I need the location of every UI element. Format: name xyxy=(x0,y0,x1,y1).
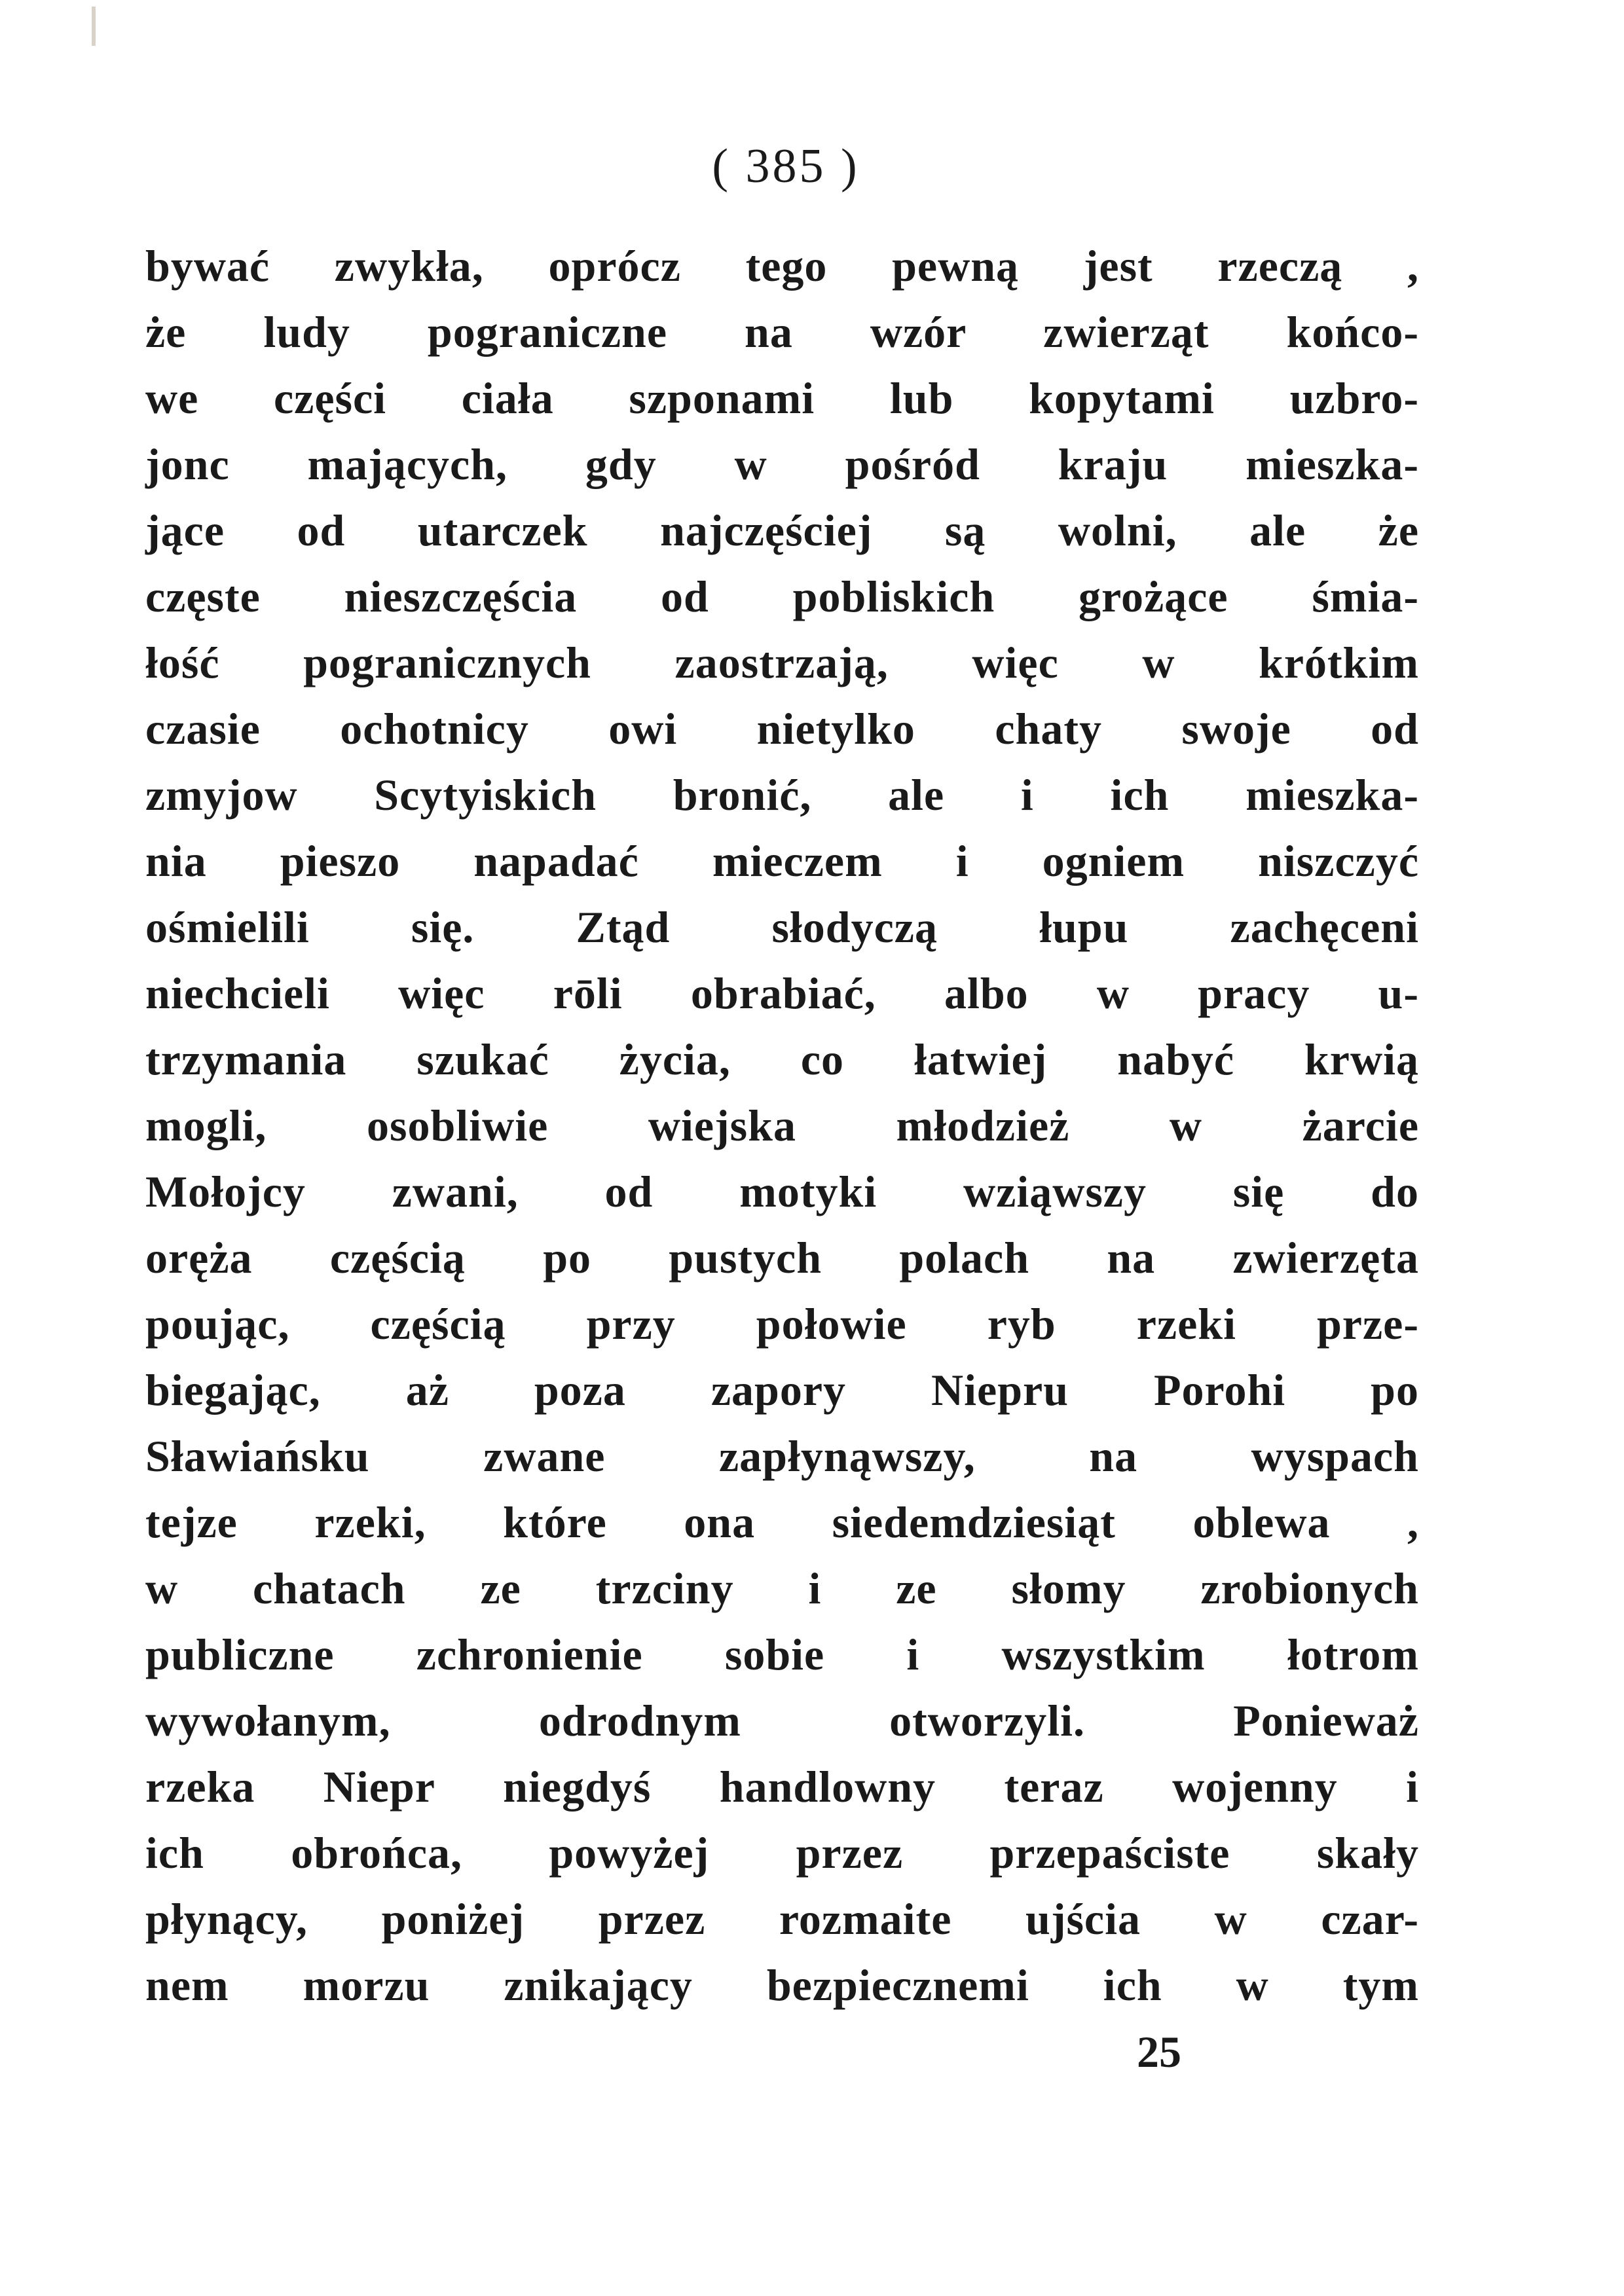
text-line: publiczne zchronienie sobie i wszystkim łotrom xyxy=(145,1630,1419,1679)
text-line: zmyjow Scytyiskich bronić, ale i ich mieszka- xyxy=(145,770,1419,820)
text-line: nem morzu znikający bezpiecznemi ich w tym xyxy=(145,1960,1419,2010)
text-line: jonc mających, gdy w pośród kraju mieszka- xyxy=(145,439,1419,489)
text-line: mogli, osobliwie wiejska młodzież w żarcie xyxy=(145,1101,1419,1150)
page-edge-mark xyxy=(92,7,96,46)
text-line: tejze rzeki, które ona siedemdziesiąt oblewa , xyxy=(145,1497,1419,1547)
text-line: poując, częścią przy połowie ryb rzeki prze- xyxy=(145,1299,1419,1349)
text-line: płynący, poniżej przez rozmaite ujścia w czar- xyxy=(145,1894,1419,1944)
text-line: Mołojcy zwani, od motyki wziąwszy się do xyxy=(145,1167,1419,1216)
text-line: wywołanym, odrodnym otworzyli. Ponieważ xyxy=(145,1696,1419,1745)
text-line: czasie ochotnicy owi nietylko chaty swoje od xyxy=(145,704,1419,754)
text-line: ich obrońca, powyżej przez przepaściste skały xyxy=(145,1828,1419,1878)
text-line: bywać zwykła, oprócz tego pewną jest rzeczą , xyxy=(145,241,1419,291)
text-line: ośmielili się. Ztąd słodyczą łupu zachęceni xyxy=(145,902,1419,952)
text-line: częste nieszczęścia od pobliskich grożące śmia- xyxy=(145,572,1419,621)
text-line: jące od utarczek najczęściej są wolni, ale że xyxy=(145,505,1419,555)
text-line: biegając, aż poza zapory Niepru Porohi po xyxy=(145,1365,1419,1415)
text-line: że ludy pograniczne na wzór zwierząt końco- xyxy=(145,307,1419,357)
text-line: Sławiańsku zwane zapłynąwszy, na wyspach xyxy=(145,1431,1419,1481)
text-line: nia pieszo napadać mieczem i ogniem niszczyć xyxy=(145,836,1419,886)
text-line: we części ciała szponami lub kopytami uzbro- xyxy=(145,373,1419,423)
page-number: ( 385 ) xyxy=(712,139,860,193)
text-line: oręża częścią po pustych polach na zwierzęta xyxy=(145,1233,1419,1283)
text-line: trzymania szukać życia, co łatwiej nabyć krwią xyxy=(145,1034,1419,1084)
text-line: niechcieli więc rōli obrabiać, albo w pracy u- xyxy=(145,968,1419,1018)
text-line: łość pogranicznych zaostrzają, więc w krótkim xyxy=(145,638,1419,687)
body-text xyxy=(145,233,1419,2018)
text-line: rzeka Niepr niegdyś handlowny teraz wojenny i xyxy=(145,1762,1419,1812)
signature-mark: 25 xyxy=(1137,2027,1181,2077)
text-line: w chatach ze trzciny i ze słomy zrobionych xyxy=(145,1563,1419,1613)
